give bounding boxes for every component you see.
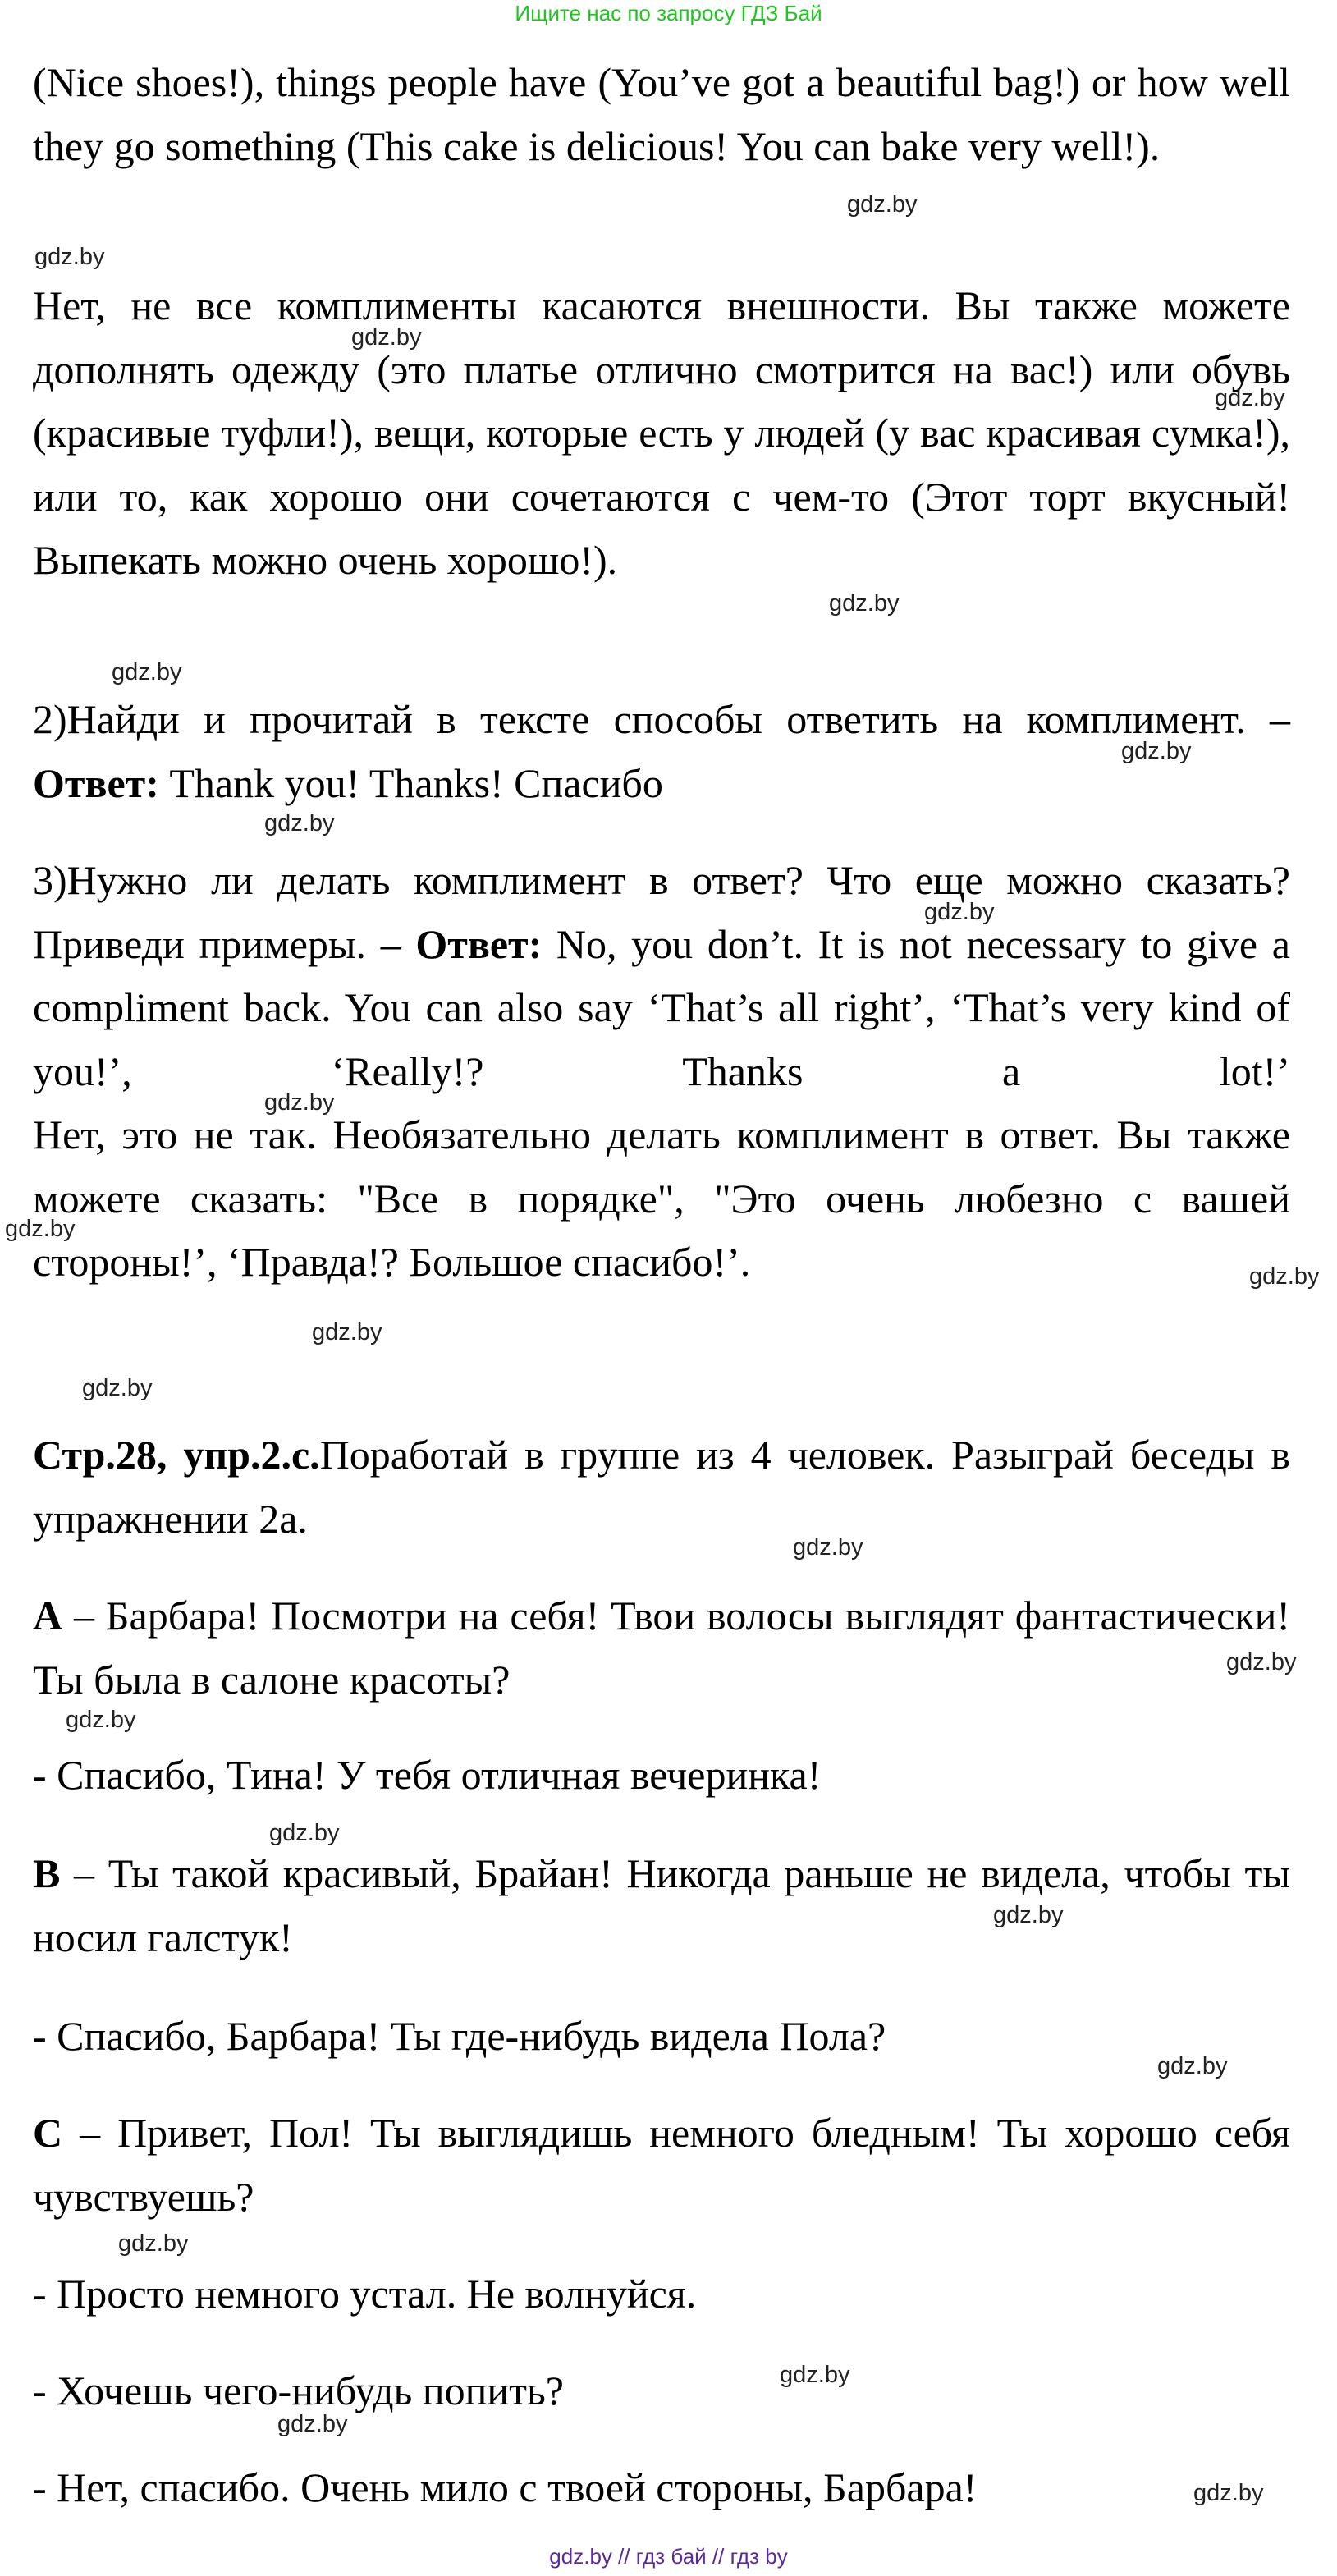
dialogue-line: – Привет, Пол! Ты выглядишь немного бледным! Ты хорошо себя чувствуешь? (33, 2110, 1290, 2220)
watermark: gdz.by (1226, 1649, 1297, 1675)
question-text: 2)Найди и прочитай в тексте способы ответить на комплимент. – (33, 696, 1290, 742)
watermark: gdz.by (1193, 2480, 1264, 2506)
answer-text: Thank you! Thanks! Спасибо (158, 759, 663, 806)
dialogue-label: C (33, 2110, 63, 2156)
watermark: gdz.by (993, 1902, 1064, 1928)
answer-label: Ответ: (415, 920, 543, 967)
dialogue-line: – Барбара! Посмотри на себя! Твои волосы выглядят фантастически! Ты была в салоне красоты? (33, 1593, 1290, 1703)
watermark: gdz.by (829, 590, 900, 616)
watermark: gdz.by (1249, 1263, 1320, 1290)
dialogue-label: A (33, 1593, 63, 1639)
watermark: gdz.by (277, 2411, 348, 2437)
watermark: gdz.by (793, 1534, 863, 1561)
dialogue-a-reply: - Спасибо, Тина! У тебя отличная вечеринка! (33, 1752, 822, 1798)
watermark: gdz.by (924, 899, 995, 925)
watermark: gdz.by (264, 810, 335, 837)
watermark: gdz.by (34, 244, 105, 270)
answer-text: No, you don’t. It is not necessary to give a compliment back. You can also say ‘That’s all right’, ‘That’s very kind of you!’, ‘Really!? Thanks a lot!’ (33, 920, 1290, 1094)
dialogue-c-reply-3: - Нет, спасибо. Очень мило с твоей стороны, Барбара! (33, 2464, 978, 2510)
dialogue-c (33, 2102, 1290, 2229)
watermark: gdz.by (269, 1820, 340, 1846)
exercise-instructions: Поработай в группе из 4 человек. Разыграй беседы в упражнении 2a. (33, 1432, 1290, 1542)
paragraph-compliments-en: (Nice shoes!), things people have (You’ve got a beautiful bag!) or how well they go something (This cake is delicious! You can bake very well!). (33, 59, 1290, 169)
watermark: gdz.by (780, 2362, 850, 2388)
question-2 (33, 688, 1290, 815)
dialogue-b-reply: - Спасибо, Барбара! Ты где-нибудь видела Пола? (33, 2013, 886, 2059)
dialogue-label: B (33, 1850, 61, 1896)
answer-3-ru: Нет, это не так. Необязательно делать комплимент в ответ. Вы также можете сказать: "Все в порядке", "Это очень любезно с вашей стороны!’, ‘Правда!? Большое спасибо!’. (33, 1112, 1290, 1285)
watermark: gdz.by (118, 2230, 189, 2257)
question-text: 3)Нужно ли делать комплимент в ответ? Что еще можно сказать? Приведи примеры. – (33, 857, 1290, 967)
paragraph-compliments-ru: Нет, не все комплименты касаются внешности. Вы также можете дополнять одежду (это платье отлично смотрится на вас!) или обувь (красивые туфли!), вещи, которые есть у людей (у вас красивая сумка!), или то, как хорошо они сочетаются с чем-то (Этот торт вкусный! Выпекать можно очень хорошо!). (33, 282, 1290, 583)
site-header-banner: Ищите нас по запросу ГДЗ Бай (515, 1, 822, 25)
watermark: gdz.by (264, 1089, 335, 1116)
watermark: gdz.by (312, 1319, 382, 1345)
site-footer-links[interactable]: gdz.by // гдз бай // гдз by (549, 2544, 788, 2569)
watermark: gdz.by (1157, 2053, 1228, 2079)
dialogue-c-reply-2: - Хочешь чего-нибудь попить? (33, 2367, 564, 2413)
watermark: gdz.by (351, 324, 422, 351)
watermark: gdz.by (66, 1707, 136, 1733)
exercise-reference: Стр.28, упр.2.с. (33, 1432, 320, 1478)
dialogue-a (33, 1584, 1290, 1712)
exercise-2c (33, 1423, 1290, 1551)
watermark: gdz.by (82, 1375, 153, 1401)
watermark: gdz.by (1215, 385, 1285, 411)
watermark: gdz.by (5, 1216, 76, 1242)
answer-label: Ответ: (33, 759, 159, 806)
watermark: gdz.by (112, 659, 182, 685)
watermark: gdz.by (847, 191, 918, 218)
dialogue-c-reply-1: - Просто немного устал. Не волнуйся. (33, 2271, 697, 2317)
dialogue-line: – Ты такой красивый, Брайан! Никогда раньше не видела, чтобы ты носил галстук! (33, 1850, 1290, 1960)
watermark: gdz.by (1121, 738, 1192, 764)
question-3 (33, 849, 1290, 1103)
dialogue-b (33, 1842, 1290, 1969)
